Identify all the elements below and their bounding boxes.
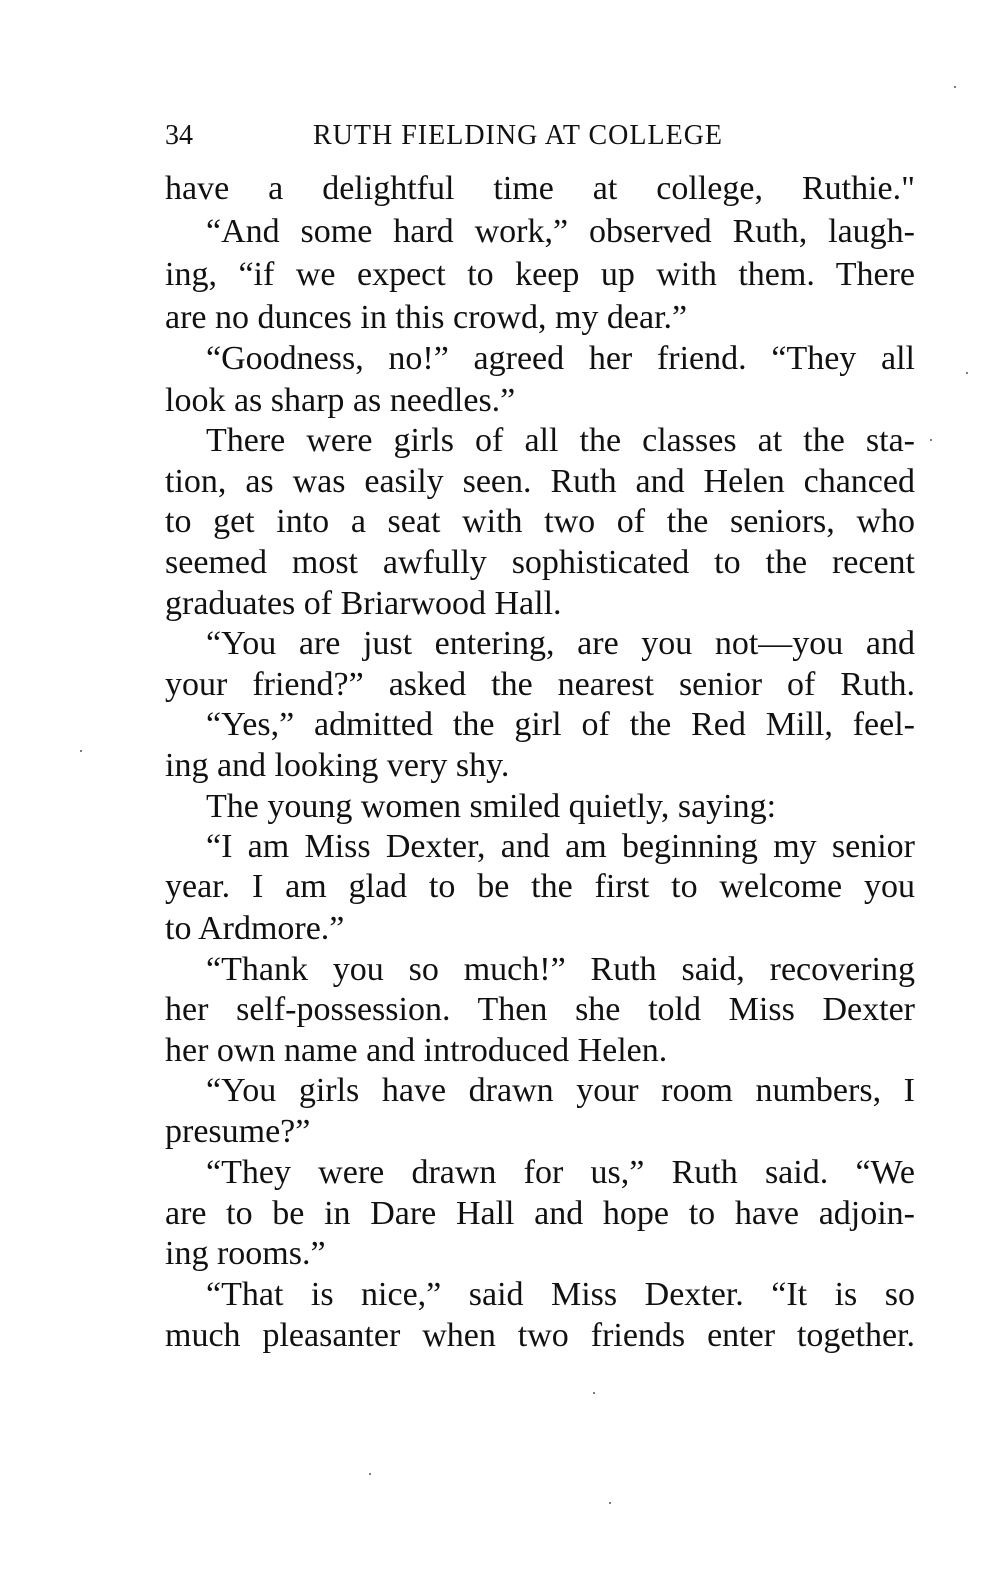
paper-speck [954,86,956,88]
text-line: “They were drawn for us,” Ruth said. “We [206,1154,915,1191]
book-title: RUTH FIELDING AT COLLEGE [313,120,724,151]
text-line: “That is nice,” said Miss Dexter. “It is so [206,1276,915,1313]
running-head [165,116,915,156]
text-line: her self-possession. Then she told Miss Dexter [165,991,915,1028]
paper-speck [80,750,82,752]
text-line: “And some hard work,” observed Ruth, laugh- [206,213,915,250]
paper-speck [609,1502,611,1504]
text-line: her own name and introduced Helen. [165,1032,668,1069]
text-line: ing rooms.” [165,1235,326,1272]
text-line: your friend?” asked the nearest senior of Ruth. [165,666,915,703]
text-line: much pleasanter when two friends enter together. [165,1317,915,1354]
paper-speck [966,372,968,374]
text-line: are to be in Dare Hall and hope to have adjoin- [165,1195,915,1232]
text-line: “Goodness, no!” agreed her friend. “They all [206,340,915,377]
text-line: “I am Miss Dexter, and am beginning my senior [206,828,915,865]
text-line: presume?” [165,1113,311,1150]
paper-speck [593,1392,595,1394]
text-line: There were girls of all the classes at the sta- [206,422,915,459]
text-line: ing, “if we expect to keep up with them. There [165,256,915,293]
paper-speck [369,1473,371,1475]
text-line: “Yes,” admitted the girl of the Red Mill, feel- [206,706,915,743]
text-line: have a delightful time at college, Ruthie." [165,170,915,207]
text-line: year. I am glad to be the first to welcome you [165,868,915,905]
text-line: “You are just entering, are you not—you and [206,625,915,662]
text-line: ing and looking very shy. [165,747,510,784]
text-line: seemed most awfully sophisticated to the recent [165,544,915,581]
page-number: 34 [165,120,193,151]
text-line: are no dunces in this crowd, my dear.” [165,299,688,336]
text-line: tion, as was easily seen. Ruth and Helen chanced [165,463,915,500]
text-line: to get into a seat with two of the seniors, who [165,503,915,540]
paper-speck [930,439,932,441]
text-line: “You girls have drawn your room numbers, I [206,1072,915,1109]
text-line: to Ardmore.” [165,910,345,947]
text-line: look as sharp as needles.” [165,382,516,419]
text-line: graduates of Briarwood Hall. [165,585,562,622]
text-line: The young women smiled quietly, saying: [206,788,777,825]
text-line: “Thank you so much!” Ruth said, recovering [206,951,915,988]
